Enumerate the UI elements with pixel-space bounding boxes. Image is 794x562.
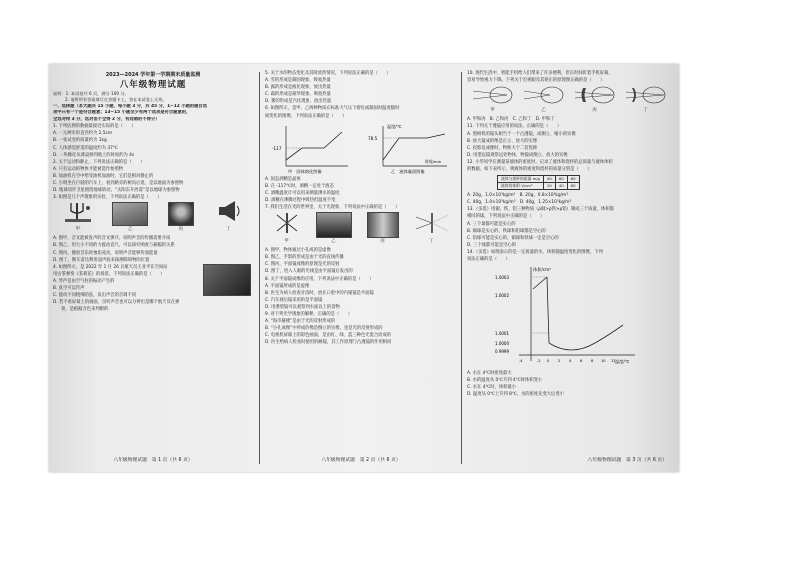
exam-title: 八年级物理试题: [119, 80, 187, 91]
figure-label: 丁: [643, 108, 648, 114]
graph-axis-label: 体积/cm³: [533, 267, 551, 273]
option-line: A. “海市蜃楼”是由于光的反射形成的: [265, 319, 336, 325]
option-line: C. 图丙，平面镜成像的原理是光的反射: [265, 262, 340, 268]
option-line: A. 一元硬币的直径约为 2.5cm: [53, 131, 113, 137]
question-line: 间变化的图像，下列说法正确的是（ ）: [265, 113, 347, 119]
question-10: [467, 70, 671, 84]
question-4: [53, 264, 253, 314]
option-line: A. 只有运动的物体才能被选作参照物: [53, 166, 124, 172]
tuning-fork-image: [63, 199, 93, 223]
option-line: B. 加油机在空中给受油机加油时，它们是相对静止的: [53, 173, 154, 179]
option-line: C. 小明坐在行驶的汽车上，看到路旁的树向后退，是以地面为参照物: [53, 181, 184, 187]
option-line: D. 雾的形成是汽化现象，放出热量: [265, 99, 332, 105]
option-line: C. 投影仪成像时，物距大于二倍焦距: [467, 145, 538, 151]
graph-caption: 甲 固体熔化图像: [287, 168, 322, 174]
table-cell: 80: [567, 176, 579, 183]
eye-diagram-jia: [471, 86, 515, 114]
table-row: [498, 183, 580, 190]
instruction-line: 2. 请将所有答案填写在答题卡上，答在本试卷上无效。: [65, 97, 167, 103]
questions-7-9: [265, 247, 457, 346]
questions-5-6: [265, 70, 457, 120]
question-line: 2. 关于运动和静止，下列说法正确的是（ ）: [53, 159, 145, 165]
table-cell: 液体与烧杯的质量 m/g: [498, 176, 544, 183]
x-tick: 12: [611, 359, 616, 364]
question-line: 1. 下列估测的数据最接近实际的是（ ）: [53, 124, 136, 130]
option-line: C. 霜的形成是凝华现象，吸收热量: [265, 92, 331, 98]
pinhole-image: [273, 211, 301, 235]
graph-value: 1.0002: [495, 293, 509, 299]
figure-yi: [112, 202, 148, 233]
mirror-image: [367, 212, 399, 238]
question-line: 14.（多选）如图表示的是一定质量的水，体积随温度变化的图像，下列: [467, 249, 603, 255]
question-line: 8. 关于平面镜成像的应用，下列说法中正确的是（ ）: [265, 276, 374, 282]
figure-label: 丙: [178, 227, 183, 233]
option-line: B. 医生为病人检查牙齿时，放在口腔中的内窥镜是平面镜: [265, 290, 374, 296]
question-line: 11. 下列关于透镜应用的说法，正确的是（ ）: [467, 124, 562, 130]
question-line: 相同的球，下列说法中正确的是（ ）: [467, 214, 545, 220]
table-cell: 20: [543, 183, 555, 190]
temperature-graphs: [265, 122, 457, 174]
figure-ding: [213, 199, 243, 233]
reflection-diagram: [414, 211, 450, 235]
question-line: 12. 小华同学在测量某液体的密度时，记录了液体和烧杯的总质量与液体体积: [467, 159, 613, 165]
page-footer: 八年级物理试题 第 1 页（共 6 页）: [113, 457, 193, 463]
page-2-column: [265, 70, 457, 466]
speaker-candle-image: [168, 202, 194, 226]
water-volume-graph: [491, 263, 641, 367]
loudspeaker-image: [213, 199, 243, 223]
table-cell: 液体的体积 V/cm³: [498, 183, 544, 190]
ruler-image: [112, 202, 148, 226]
table-cell: 60: [567, 183, 579, 190]
question-line: 的数据，如下表所示，则液体的密度和烧杯的质量分别是（ ）: [467, 167, 592, 173]
x-tick: -2: [537, 359, 541, 364]
figure-label: 丁: [429, 239, 434, 245]
table-row: [498, 176, 580, 183]
option-line: D. 医生给病人检查时使用的额镜，其工作原理与凸透镜的作用相同: [265, 340, 392, 346]
question-line: 6. 如图所示，是甲、乙两种物质在标准大气压下熔化或凝固时温度随时: [265, 106, 400, 112]
page-3-column: [467, 70, 671, 466]
graph-caption: 乙 液体凝固图像: [390, 168, 425, 174]
option-line: A. 甲和丙 B. 乙和丙 C. 乙和丁 D. 甲和丁: [467, 117, 555, 123]
questions-1-3: [53, 123, 253, 201]
eye-diagram-ding: [624, 86, 668, 114]
sound-experiment-images: [53, 203, 253, 233]
question-line: 5. 关于水的物态变化及其吸放热情况，下列说法正确的是（ ）: [265, 71, 391, 76]
option-line: D. 温度从 0℃上升到 8℃，水的密度先变大后变小: [467, 392, 564, 398]
figure-label: 丙: [592, 108, 597, 114]
option-line: C. 图丙，播放音乐时烛焰晃动，说明声音能够传递能量: [53, 250, 158, 256]
option-line: C. 酒精温度计可以用来测量沸水的温度: [265, 190, 340, 196]
question-line: 容易导致视力下降。下列关于近视眼及其矫正的原理图正确的是（ ）: [467, 78, 605, 84]
question-14-options: [467, 370, 671, 398]
column-divider: [461, 72, 462, 464]
graph-value: 0.9999: [495, 349, 509, 355]
option-line: B. 在 -117℃时，酒精一定处于液态: [265, 183, 334, 189]
x-tick: 4: [569, 359, 572, 364]
graph-axis-label: 温度/℃: [386, 123, 401, 129]
figure-jia: [63, 199, 93, 233]
melting-graph: [272, 122, 352, 174]
page-footer: 八年级物理试题 第 3 页（共 6 页）: [587, 457, 667, 463]
option-line: C. 40g，1.0×10³kg/m³ D. 40g，1.25×10³kg/m³: [467, 200, 572, 206]
option-line: B. 图乙，用大小不同的力拨动直尺，可以探究响度与振幅的关系: [53, 243, 175, 249]
x-tick: 10: [601, 359, 606, 364]
density-table: [497, 175, 580, 190]
option-line: C. 电视机屏幕上的彩色画面，是由红、绿、蓝三种色光混合而成的: [265, 333, 392, 339]
eye-diagram-yi: [522, 86, 566, 114]
questions-3-4: [53, 235, 253, 263]
option-line: D. 一块橡皮从课桌掉到地上的时间约为 4s: [53, 152, 135, 158]
section-title: 项中只有一个是符合题意；13~15 小题至少有两个选项是符合题意的，: [53, 110, 191, 116]
option-line: B. “小孔成像”中所成的像是倒立的实像，也是光的反射形成的: [265, 326, 383, 332]
light-phenomena-images: [265, 213, 457, 245]
option-line: D. 若不看屏幕上的画面，仅听声音也可以分辨出是哪个航天员在弹: [53, 300, 180, 306]
questions-6-7: [265, 176, 457, 211]
option-line: A. 图甲，音叉能被发声的音叉弹开，说明声音的传播需要介质: [53, 236, 171, 242]
x-tick: 2: [558, 359, 561, 364]
section-title: 一、选择题（本大题共 15 小题，每小题 3 分，共 45 分，1~12 小题的题目选: [53, 103, 208, 109]
figure-label: 甲: [284, 239, 289, 245]
eye-diagram-bing: [573, 86, 617, 114]
table-cell: 40: [543, 176, 555, 183]
astronaut-photo: [203, 264, 251, 296]
option-line: A. 固态酒精是晶体: [265, 176, 301, 182]
page-1-column: [53, 70, 253, 466]
option-line: A. 水在 4℃时密度最大: [467, 371, 512, 377]
graph-value: -117: [271, 145, 282, 151]
option-line: B. 铜球是实心的，铁球和铝球都是空心的: [467, 228, 546, 234]
instructions: [53, 91, 253, 123]
graph-value: 1.0001: [495, 331, 509, 337]
question-line: 说法正确的是（ ）: [467, 256, 510, 262]
graph-axis-label: 温度/℃: [615, 359, 630, 365]
option-line: A. 图甲，物体通过小孔成的是虚像: [265, 248, 331, 254]
figure-jia: [273, 211, 301, 245]
option-line: C. 拨动不同粗细的弦，发出声音的音调不同: [53, 293, 137, 299]
option-line: B. 水的温度从 0℃升到 4℃时体积变小: [467, 378, 543, 384]
option-line: C. 铝球可能是实心的，铜球和铁球一定是空心的: [467, 235, 559, 241]
figure-yi: [316, 212, 352, 245]
option-line: D. 地球同步卫星围绕地球转动，“太阳东升西落”是以地球为参照物: [53, 188, 180, 194]
option-line: B. 一张试卷的质量约为 1kg: [53, 138, 107, 144]
graph-axis-label: 时间/min: [424, 158, 441, 164]
question-line: 9. 对下列光学现象的解释，正确的是（ ）: [265, 311, 353, 317]
scanned-exam-sheet: [49, 64, 679, 472]
option-line: D. 三个球都可能是空心的: [467, 242, 517, 248]
figure-bing: [367, 212, 399, 245]
table-cell: 40: [555, 183, 567, 190]
figure-label: 乙: [541, 108, 546, 114]
eye-diagram: [471, 86, 515, 104]
questions-10-12: [467, 116, 671, 173]
instruction-line: 说明：1. 本试卷共 6 页，满分 100 分。: [53, 91, 129, 97]
question-line: 13.（多选）用铜、铁、铝三种物质（ρ铜>ρ铁>ρ铝）制成三个质量、体积都: [467, 207, 614, 213]
option-line: D. 图丁，倒车雷达利用超声波来探测障碍物的位置: [53, 257, 150, 263]
option-line: D. 酒精在沸腾过程中吸热但温度不变: [265, 197, 336, 203]
column-divider: [259, 72, 260, 464]
page-footer: 八年级物理试题 第 2 页（共 6 页）: [321, 457, 401, 463]
eye-diagram: [573, 86, 617, 104]
exam-header: 2023—2024 学年第一学期期末质量监测: [105, 72, 201, 78]
x-tick: 0: [547, 359, 550, 364]
option-line: D. 用潜望镜可以观察到水面以上的景物: [265, 304, 340, 310]
option-line: C. 人体感觉舒适的温度约为 37℃: [53, 145, 118, 151]
question-line: 7. 我们生活在光的世界里，关于光现象，下列说法中正确的是（ ）: [265, 205, 400, 211]
option-line: A. 琴声是由空气柱的振动产生的: [53, 278, 115, 284]
hand-shadow-image: [316, 212, 352, 238]
option-line: B. 图乙，手影的形成是由于光的直线传播: [265, 255, 344, 261]
option-line: A. 平面镜所成的是虚像: [265, 283, 310, 289]
section-title: 全选对得 3 分，选对但不全得 2 分，有选错的不得分）: [53, 116, 160, 122]
x-tick: 6: [580, 359, 583, 364]
question-line: 3. 如图是几个声现象的实验，下列说法正确的是（ ）: [53, 195, 162, 201]
graph-value: 1.0000: [495, 341, 509, 347]
option-line: C. 水在 4℃时，体积最小: [467, 385, 517, 391]
option-line: A. 雪的形成是凝固现象，吸收热量: [265, 78, 331, 84]
option-line: C. 汽车观后镜采用的是平面镜: [265, 297, 323, 303]
option-line: B. 真空可以传声: [53, 285, 85, 291]
question-line: 用古筝弹奏《茉莉花》的场景，下列说法正确的是（ ）: [53, 271, 165, 277]
figure-label: 丙: [380, 239, 385, 245]
question-line: 4. 如图所示，是 2022 年 1 月 26 日航天员王亚平在空间站: [53, 264, 168, 270]
eye-diagram: [624, 86, 668, 104]
figure-label: 乙: [331, 239, 336, 245]
figure-bing: [168, 202, 194, 233]
option-line: A. 照相机的镜头相当于一个凸透镜，成倒立、缩小的实像: [467, 131, 576, 137]
graph-value: 1.0003: [495, 275, 509, 281]
graph-value: 78.5: [367, 135, 377, 141]
figure-ding: [414, 211, 450, 245]
figure-label: 丁: [226, 227, 231, 233]
figure-label: 甲: [490, 108, 495, 114]
eye-diagram: [522, 86, 566, 104]
option-line: B. 放大镜成的像是正立、放大的实像: [467, 138, 538, 144]
option-line: D. 图丁，进入人眼的光线是由平面镜后发出的: [265, 269, 353, 275]
option-line: A. 20g，1.0×10³kg/m³ B. 20g，0.8×10³kg/m³: [467, 193, 568, 199]
option-line: A. 三个球都可能是实心的: [467, 221, 516, 227]
figure-label: 甲: [75, 227, 80, 233]
eye-diagrams: [467, 86, 671, 114]
x-tick: -4: [519, 359, 523, 364]
solidifying-graph: [365, 122, 451, 174]
question-line: 10. 现代生活中，智能手机给人们带来了许多便利，但长时间盯着手机屏幕，: [467, 71, 613, 76]
option-line: B. 露的形成是液化现象，放出热量: [265, 85, 331, 91]
x-tick: 8: [591, 359, 594, 364]
table-cell: 60: [555, 176, 567, 183]
option-line: 奏，是根据音色来判断的: [61, 307, 109, 313]
option-line: D. 用望远镜观察远处物体，物镜成倒立、放大的实像: [467, 152, 568, 158]
questions-12-14: [467, 192, 671, 263]
figure-label: 乙: [128, 227, 133, 233]
